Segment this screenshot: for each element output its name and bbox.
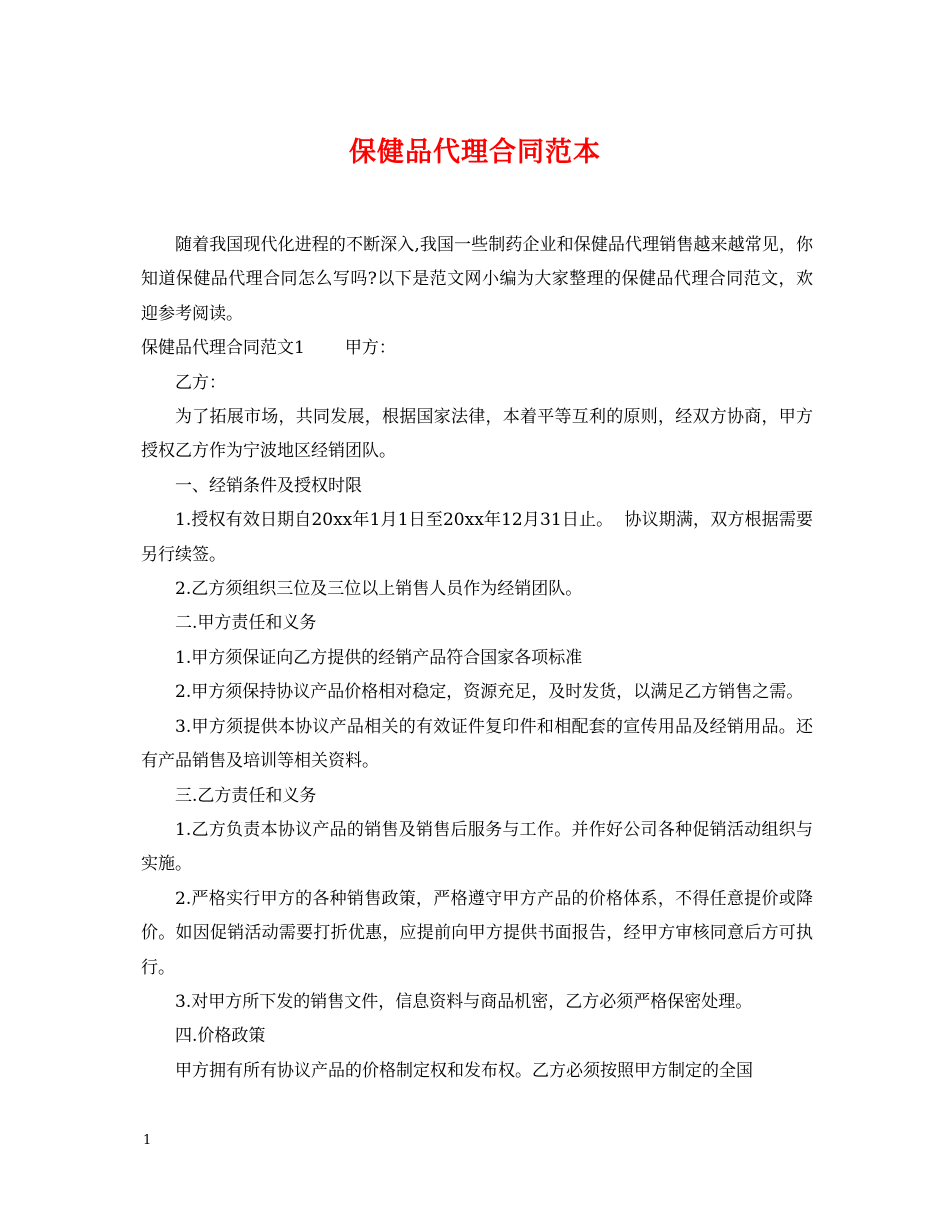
sample-heading-line <box>141 331 813 365</box>
sample-heading: 保健品代理合同范文1 <box>141 338 305 359</box>
section-3-item-2: 2.严格实行甲方的各种销售政策，严格遵守甲方产品的价格体系，不得任意提价或降价。如因促销活动需要打折优惠，应提前向甲方提供书面报告，经甲方审核同意后方可执行。 <box>141 888 813 978</box>
party-a-label: 甲方： <box>344 338 396 359</box>
preamble-paragraph: 为了拓展市场，共同发展，根据国家法律，本着平等互利的原则，经双方协商，甲方授权乙方作为宁波地区经销团队。 <box>141 407 813 462</box>
document-body <box>141 228 813 1088</box>
section-3-item-1: 1.乙方负责本协议产品的销售及销售后服务与工作。并作好公司各种促销活动组织与实施。 <box>141 819 813 875</box>
section-2-item-2: 2.甲方须保持协议产品价格相对稳定，资源充足，及时发货，以满足乙方销售之需。 <box>175 682 804 703</box>
document-title: 保健品代理合同范本 <box>349 137 601 168</box>
section-1-heading: 一、经销条件及授权时限 <box>175 475 362 496</box>
page-number: 1 <box>143 1133 152 1148</box>
section-2-heading: 二.甲方责任和义务 <box>175 613 317 634</box>
section-2-item-1: 1.甲方须保证向乙方提供的经销产品符合国家各项标准 <box>175 647 583 668</box>
party-b-label: 乙方： <box>175 372 226 393</box>
section-2-item-3: 3.甲方须提供本协议产品相关的有效证件复印件和相配套的宣传用品及经销用品。还有产品销售及培训等相关资料。 <box>141 716 813 772</box>
section-3-item-3: 3.对甲方所下发的销售文件，信息资料与商品机密，乙方必须严格保密处理。 <box>175 991 753 1012</box>
section-3-heading: 三.乙方责任和义务 <box>175 785 317 806</box>
section-4-text: 甲方拥有所有协议产品的价格制定权和发布权。乙方必须按照甲方制定的全国 <box>175 1060 753 1081</box>
section-1-item-1: 1.授权有效日期自20xx年1月1日至20xx年12月31日止。 协议期满，双方根据需要另行续签。 <box>141 510 813 565</box>
section-4-heading: 四.价格政策 <box>175 1026 266 1047</box>
section-1-item-2: 2.乙方须组织三位及三位以上销售人员作为经销团队。 <box>175 579 583 600</box>
intro-paragraph: 随着我国现代化进程的不断深入,我国一些制药企业和保健品代理销售越来越常见，你知道保健品代理合同怎么写吗?以下是范文网小编为大家整理的保健品代理合同范文，欢迎参考阅读。 <box>141 235 813 324</box>
